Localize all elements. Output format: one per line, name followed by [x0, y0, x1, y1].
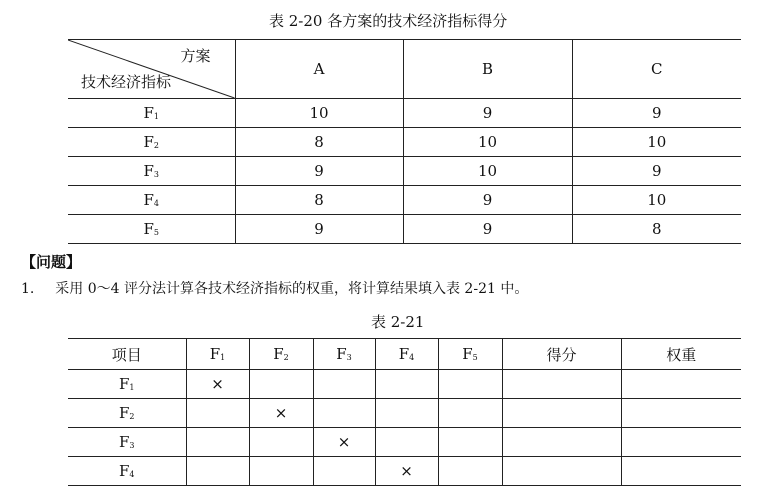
item-number: 1. [21, 281, 35, 297]
column-header-b: B [403, 40, 572, 99]
header-f2: F2 [249, 339, 313, 370]
empty-cell[interactable] [375, 399, 438, 428]
table-cell: 9 [403, 186, 572, 215]
header-f4: F4 [375, 339, 438, 370]
empty-cell[interactable] [438, 370, 502, 399]
table-row [68, 186, 741, 215]
header-f1: F1 [186, 339, 249, 370]
table-cell: 9 [572, 99, 741, 128]
row-label: F3 [68, 157, 235, 186]
weight-cell[interactable] [621, 370, 741, 399]
header-score: 得分 [502, 339, 621, 370]
row-label: F1 [68, 99, 235, 128]
table-cell: 8 [235, 186, 403, 215]
score-cell[interactable] [502, 399, 621, 428]
empty-cell[interactable] [438, 457, 502, 486]
table-cell: 10 [403, 128, 572, 157]
row-label: F3 [68, 428, 186, 457]
empty-cell[interactable] [438, 399, 502, 428]
table-cell: 9 [235, 215, 403, 244]
cross-mark: × [375, 457, 438, 486]
header-f5: F5 [438, 339, 502, 370]
item-text: 采用 0～4 评分法计算各技术经济指标的权重，将计算结果填入表 2-21 中。 [55, 281, 529, 297]
table-cell: 9 [572, 157, 741, 186]
table-row [68, 99, 741, 128]
table-cell: 9 [403, 99, 572, 128]
header-f3: F3 [313, 339, 375, 370]
empty-cell[interactable] [438, 428, 502, 457]
table-row [68, 157, 741, 186]
table-header-row [68, 339, 741, 370]
score-cell[interactable] [502, 457, 621, 486]
column-header-a: A [235, 40, 403, 99]
weight-cell[interactable] [621, 457, 741, 486]
empty-cell[interactable] [375, 370, 438, 399]
cross-mark: × [249, 399, 313, 428]
cross-mark: × [186, 370, 249, 399]
table-cell: 10 [572, 128, 741, 157]
header-weight: 权重 [621, 339, 741, 370]
empty-cell[interactable] [186, 399, 249, 428]
score-cell[interactable] [502, 428, 621, 457]
weight-cell[interactable] [621, 399, 741, 428]
row-label: F4 [68, 457, 186, 486]
table-cell: 9 [403, 215, 572, 244]
table-cell: 9 [235, 157, 403, 186]
table-row [68, 370, 741, 399]
score-cell[interactable] [502, 370, 621, 399]
empty-cell[interactable] [249, 428, 313, 457]
header-indicator-label: 技术经济指标 [81, 73, 172, 91]
diagonal-header-cell [68, 40, 235, 99]
table-row [68, 428, 741, 457]
table-row [68, 128, 741, 157]
table-cell: 8 [235, 128, 403, 157]
empty-cell[interactable] [375, 428, 438, 457]
weight-cell[interactable] [621, 428, 741, 457]
row-label: F5 [68, 215, 235, 244]
empty-cell[interactable] [313, 399, 375, 428]
question-heading: 【问题】 [21, 253, 82, 271]
table-row [68, 457, 741, 486]
table-cell: 8 [572, 215, 741, 244]
empty-cell[interactable] [249, 457, 313, 486]
row-label: F2 [68, 128, 235, 157]
row-label: F4 [68, 186, 235, 215]
table-row [68, 399, 741, 428]
weights-table [68, 338, 741, 486]
row-label: F1 [68, 370, 186, 399]
empty-cell[interactable] [186, 457, 249, 486]
table2-caption: 表 2-21 [371, 313, 425, 331]
table-header-row [68, 40, 741, 99]
table-row [68, 215, 741, 244]
empty-cell[interactable] [313, 457, 375, 486]
empty-cell[interactable] [313, 370, 375, 399]
scores-table [68, 39, 741, 244]
table1-caption: 表 2-20 各方案的技术经济指标得分 [269, 12, 508, 30]
header-plan-label: 方案 [180, 47, 211, 65]
question-item [21, 278, 528, 298]
table-cell: 10 [235, 99, 403, 128]
column-header-c: C [572, 40, 741, 99]
row-label: F2 [68, 399, 186, 428]
table-cell: 10 [572, 186, 741, 215]
empty-cell[interactable] [249, 370, 313, 399]
empty-cell[interactable] [186, 428, 249, 457]
header-item: 项目 [68, 339, 186, 370]
table-cell: 10 [403, 157, 572, 186]
cross-mark: × [313, 428, 375, 457]
